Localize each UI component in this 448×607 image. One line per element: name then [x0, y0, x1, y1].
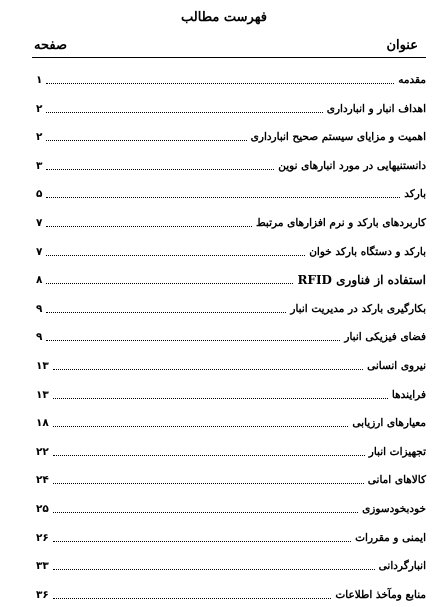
- toc-entry-page-number: ۱۳: [36, 388, 49, 401]
- toc-entry[interactable]: [36, 67, 426, 87]
- toc-entry-title: منابع ومآخذ اطلاعات: [335, 588, 426, 601]
- dot-leader: [53, 482, 364, 484]
- toc-entry-title: فرایندها: [391, 388, 426, 401]
- dot-leader: [53, 540, 351, 542]
- toc-entry-page-number: ۲۵: [36, 503, 49, 515]
- toc-entry-title: بکارگیری بارکد در مدیریت انبار: [290, 302, 426, 315]
- toc-entry[interactable]: [36, 324, 426, 344]
- toc-entry-page-number: ۹: [36, 331, 43, 344]
- toc-entry[interactable]: [36, 239, 426, 259]
- dot-leader: [46, 282, 293, 284]
- toc-entry[interactable]: [36, 467, 426, 487]
- toc-entry-page-number: ۳: [36, 159, 43, 172]
- dot-leader: [53, 454, 365, 456]
- toc-entry-title: بارکد و دستگاه بارکد خوان: [309, 245, 426, 258]
- dot-leader: [46, 339, 340, 341]
- toc-entry-page-number: ۵: [36, 188, 43, 201]
- toc-entry[interactable]: [36, 96, 426, 116]
- toc-entry-page-number: ۹: [36, 302, 43, 315]
- toc-entry-page-number: ۲۴: [36, 474, 49, 487]
- toc-entry-title: خودبخودسوزی: [362, 503, 426, 515]
- toc-entry-title: دانستنیهایی در مورد انبارهای نوین: [278, 159, 426, 172]
- toc-entry-title: مقدمه: [398, 74, 426, 86]
- dot-leader: [46, 225, 252, 227]
- toc-entry-page-number: ۳۶: [36, 588, 49, 601]
- toc-entry[interactable]: [36, 267, 426, 287]
- column-header-page: صفحه: [34, 38, 67, 53]
- toc-entry-page-number: ۱: [36, 74, 43, 86]
- toc-entry-page-number: ۷: [36, 217, 43, 229]
- toc-entry-title: معیارهای ارزیابی: [352, 417, 426, 430]
- toc-entry-page-number: ۲: [36, 131, 43, 144]
- toc-entry[interactable]: [36, 496, 426, 516]
- column-header-title: عنوان: [386, 38, 418, 53]
- toc-entry-page-number: ۳۳: [36, 560, 49, 573]
- toc-entry-title: کالاهای امانی: [367, 474, 426, 487]
- header-divider: [32, 57, 426, 58]
- dot-leader: [46, 168, 274, 170]
- toc-entry[interactable]: [36, 210, 426, 230]
- toc-entry-page-number: ۱۸: [36, 417, 49, 430]
- dot-leader: [46, 196, 400, 198]
- dot-leader: [46, 111, 322, 113]
- dot-leader: [46, 139, 246, 141]
- toc-entry[interactable]: [36, 410, 426, 430]
- toc-entry-title: ایمنی و مقررات: [355, 531, 426, 544]
- toc-entry-title: نیروی انسانی: [367, 360, 426, 372]
- toc-entry[interactable]: [36, 525, 426, 545]
- toc-entry[interactable]: [36, 439, 426, 459]
- toc-entry[interactable]: [36, 582, 426, 602]
- dot-leader: [53, 597, 332, 599]
- toc-entry-title: انبارگردانی: [378, 560, 426, 573]
- dot-leader: [46, 82, 394, 84]
- dot-leader: [46, 254, 305, 256]
- toc-entry[interactable]: [36, 553, 426, 573]
- toc-entry[interactable]: [36, 296, 426, 316]
- toc-entry-title: تجهیزات انبار: [368, 445, 426, 458]
- toc-entry[interactable]: [36, 382, 426, 402]
- toc-entry-title: فضای فیزیکی انبار: [344, 331, 426, 344]
- toc-entry-title: کاربردهای بارکد و نرم افزارهای مرتبط: [255, 217, 426, 229]
- toc-entry-page-number: ۲۶: [36, 531, 49, 544]
- toc-entry-title: بارکد: [404, 188, 426, 201]
- toc-entry[interactable]: [36, 124, 426, 144]
- dot-leader: [46, 311, 286, 313]
- toc-entry-page-number: ۲۲: [36, 445, 49, 458]
- toc-entry-title: اهمیت و مزایای سیستم صحیح انبارداری: [250, 131, 426, 144]
- toc-entry-page-number: ۷: [36, 245, 43, 258]
- dot-leader: [53, 568, 375, 570]
- page-title: فهرست مطالب: [181, 10, 267, 25]
- toc-entry[interactable]: [36, 181, 426, 201]
- toc-entry-title: استفاده از فناوری RFID: [297, 273, 426, 288]
- dot-leader: [53, 397, 388, 399]
- toc-entry[interactable]: [36, 353, 426, 373]
- toc-entry-title: اهداف انبار و انبارداری: [326, 102, 426, 115]
- toc-entry[interactable]: [36, 153, 426, 173]
- dot-leader: [53, 511, 358, 513]
- dot-leader: [53, 368, 363, 370]
- toc-entry-page-number: ۸: [36, 274, 43, 287]
- dot-leader: [53, 425, 349, 427]
- toc-entry-page-number: ۱۳: [36, 360, 49, 372]
- toc-entry-page-number: ۲: [36, 102, 43, 115]
